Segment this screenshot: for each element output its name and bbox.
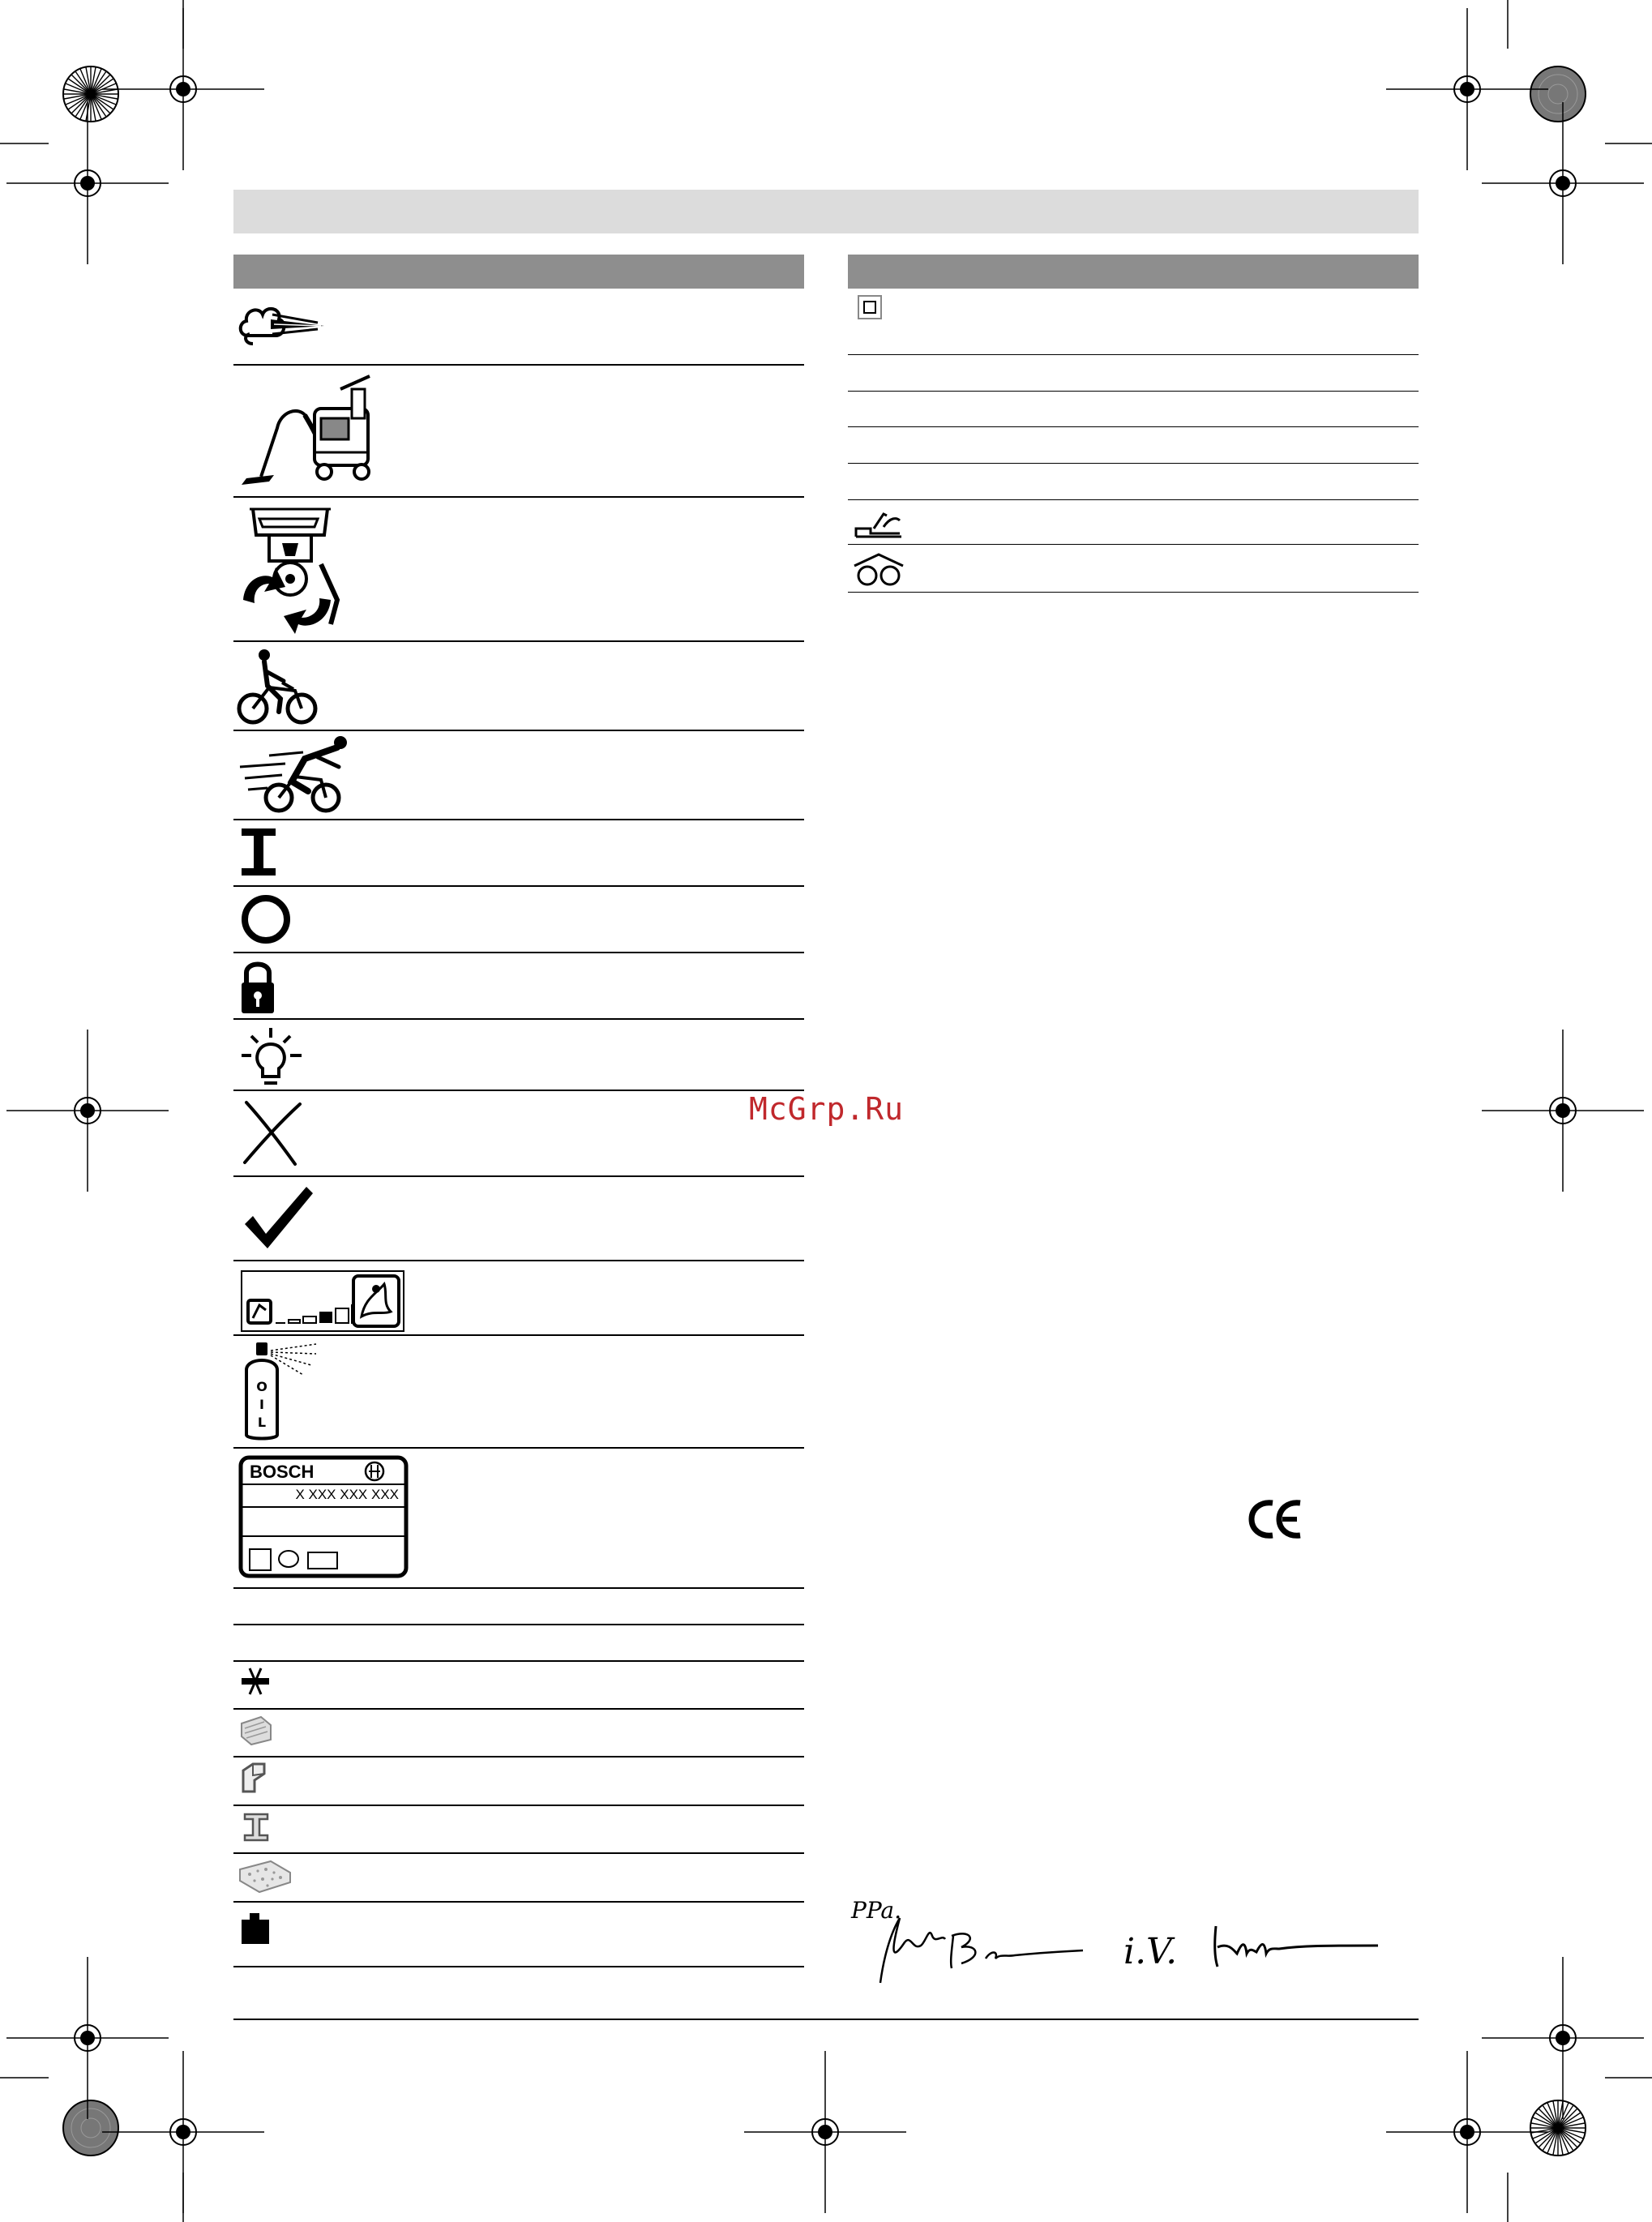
row-divider	[233, 1447, 804, 1449]
weight-icon	[240, 1912, 272, 1946]
row-divider	[233, 1587, 804, 1589]
saw-blades-icon	[853, 553, 905, 587]
cycling-fast-icon	[237, 734, 350, 816]
page-header-band	[233, 190, 1419, 233]
type-plate-part-number: X XXX XXX XXX	[295, 1487, 399, 1502]
svg-text:O: O	[256, 1379, 267, 1394]
row-divider	[848, 499, 1419, 500]
row-divider	[233, 1756, 804, 1757]
lamp-icon	[240, 1026, 303, 1086]
kickback-icon	[237, 503, 342, 636]
dust-emission-icon	[237, 297, 326, 358]
row-divider	[233, 1175, 804, 1177]
cutting-depth-icon	[240, 1667, 272, 1696]
vacuum-cleaner-icon	[237, 371, 383, 493]
signature-ppa: PPa.	[851, 1897, 902, 1924]
row-divider	[233, 640, 804, 642]
row-divider	[848, 592, 1419, 593]
steel-beam-icon	[240, 1811, 272, 1843]
row-divider	[848, 544, 1419, 545]
row-divider	[233, 952, 804, 953]
chipboard-icon	[238, 1858, 292, 1894]
checkbox-icon	[858, 295, 882, 319]
type-plate-icon	[238, 1455, 409, 1578]
signature-iv: i.V.	[1123, 1931, 1178, 1972]
row-divider	[233, 1708, 804, 1710]
cutting-guide-icon	[854, 509, 903, 540]
row-divider	[233, 885, 804, 887]
row-divider	[233, 364, 804, 366]
row-divider	[233, 1852, 804, 1854]
cycling-slow-icon	[237, 647, 318, 728]
metal-icon	[240, 1762, 272, 1795]
ce-mark-icon	[1248, 1498, 1305, 1540]
lock-icon	[240, 958, 276, 1015]
type-plate-brand: BOSCH	[250, 1462, 315, 1482]
row-divider	[848, 463, 1419, 464]
row-divider	[233, 819, 804, 820]
oil-spray-icon	[238, 1341, 319, 1443]
footer-rule	[233, 2019, 1419, 2020]
row-divider	[848, 391, 1419, 392]
row-divider	[233, 1966, 804, 1967]
row-divider	[233, 496, 804, 498]
svg-text:I: I	[259, 1397, 264, 1412]
left-table-header	[233, 255, 804, 289]
svg-text:L: L	[257, 1415, 267, 1430]
right-table-header	[848, 255, 1419, 289]
forbidden-cross-icon	[242, 1099, 303, 1166]
switch-on-icon	[240, 827, 280, 879]
row-divider	[233, 1090, 804, 1091]
row-divider	[233, 1805, 804, 1806]
speed-selection-icon	[240, 1269, 405, 1333]
watermark-text: McGrp.Ru	[749, 1091, 905, 1127]
check-mark-icon	[242, 1184, 315, 1252]
row-divider	[233, 1901, 804, 1903]
wood-icon	[240, 1714, 272, 1746]
row-divider	[233, 1260, 804, 1261]
row-divider	[233, 1334, 804, 1336]
handwritten-signatures	[848, 1894, 1391, 1991]
row-divider	[233, 730, 804, 731]
row-divider	[848, 354, 1419, 355]
switch-off-icon	[240, 893, 292, 945]
row-divider	[233, 1660, 804, 1662]
row-divider	[233, 1018, 804, 1020]
row-divider	[233, 1624, 804, 1625]
row-divider	[848, 426, 1419, 427]
